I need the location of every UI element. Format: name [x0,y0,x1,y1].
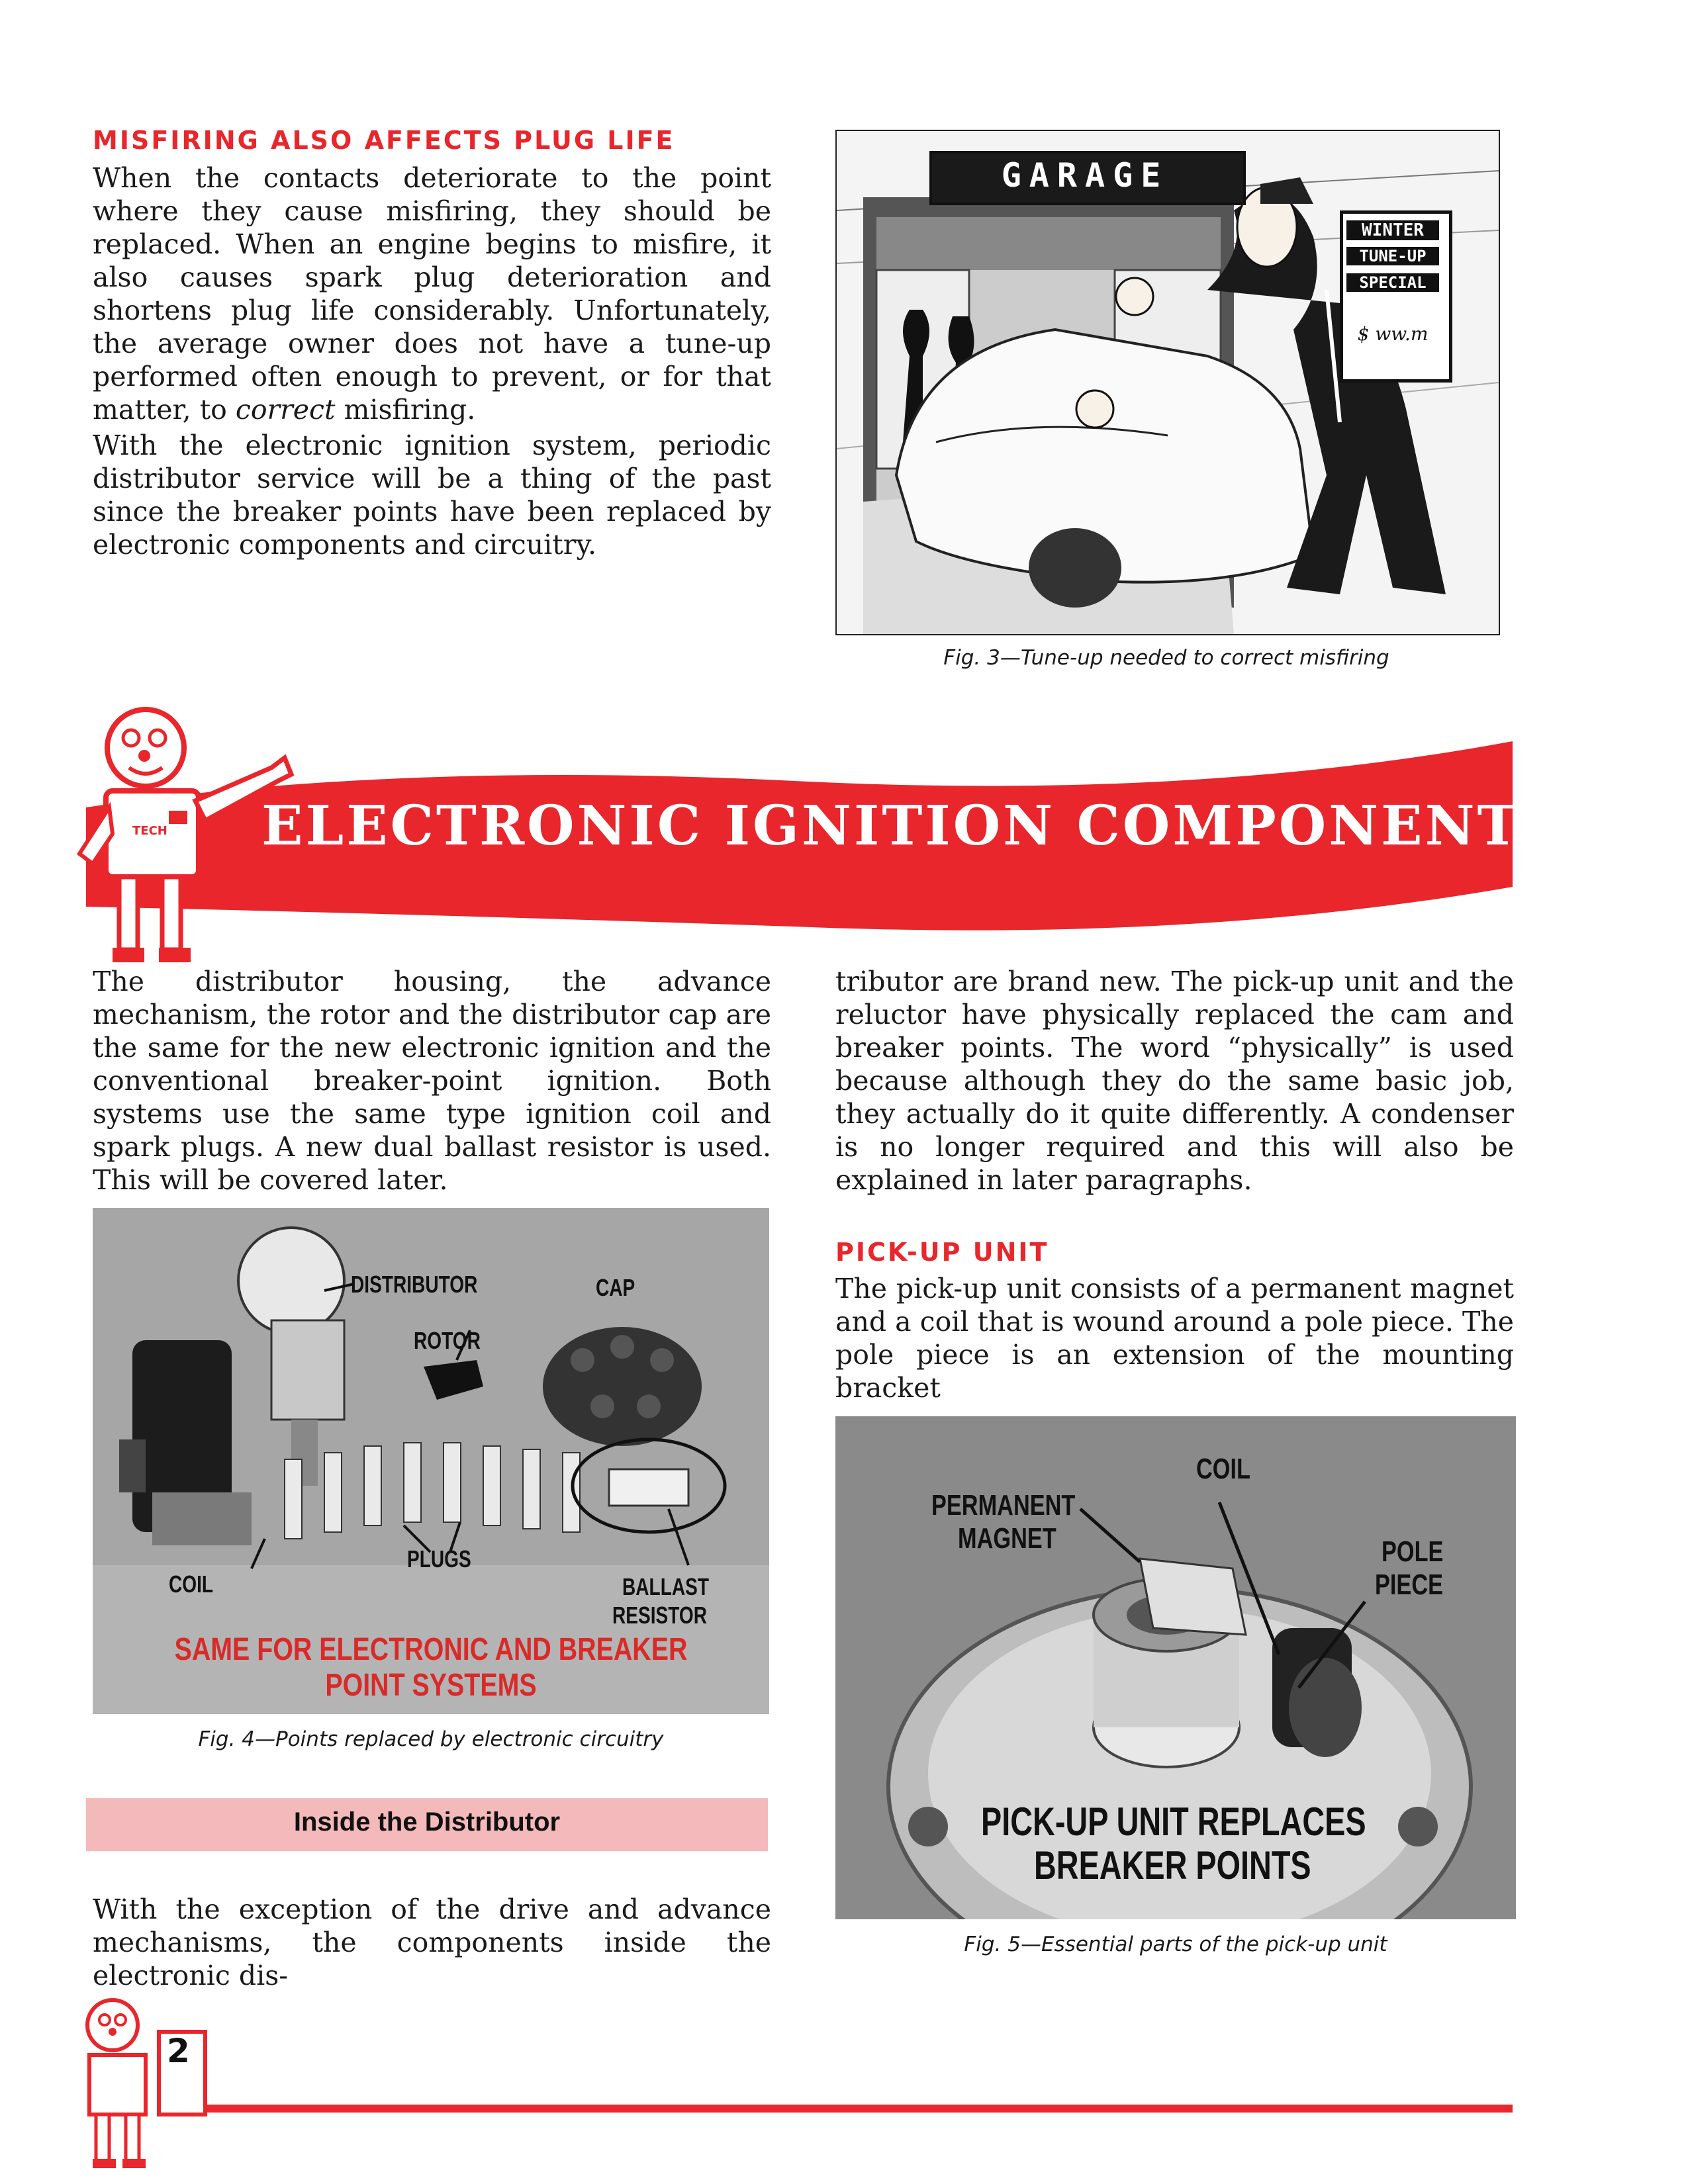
misfiring-text-a: When the contacts deteriorate to the point where they cause misfiring, they should be replaced. When an engine begins to misfire, it also causes spark plug deterioration and shortens plug life considerably. Unfortunately, the average owner does not have a tune-up performed often enough to prevent, or for that matter, to [93,162,771,426]
mascot-badge-text: TECH [132,824,167,838]
fig5-label-pole: POLE [1382,1535,1444,1568]
fig5-overlay-line-2: BREAKER POINTS [1034,1843,1311,1888]
fig4-label-plugs: PLUGS [407,1545,471,1572]
fig5-photo [835,1416,1516,1919]
page-number: 2 [167,2032,190,2070]
misfiring-paragraph-2: With the electronic ignition system, periodic distributor service will be a thing of the past since the breaker points have been replaced by electronic components and circuitry. [93,430,771,561]
fig4-label-coil: COIL [169,1570,214,1598]
fig4-label-rotor: ROTOR [414,1327,481,1354]
winter-sign-line-1: WINTER [1346,220,1439,240]
misfiring-text-italic: correct [235,394,336,426]
fig4-label-cap: CAP [596,1274,635,1301]
fig4-overlay-line-1: SAME FOR ELECTRONIC AND BREAKER [174,1632,688,1667]
winter-sign-line-2: TUNE-UP [1346,247,1439,265]
fig4-label-distributor: DISTRIBUTOR [351,1271,478,1298]
banner-title: ELECTRONIC IGNITION COMPONENTS [261,794,1562,858]
fig5-label-magnet: MAGNET [958,1522,1056,1555]
misfiring-paragraph-1 [93,161,771,426]
footer-rule [205,2105,1513,2113]
fig4-label-ballast: BALLAST [622,1573,710,1600]
winter-sign-line-3: SPECIAL [1346,273,1439,292]
section-heading-misfiring: MISFIRING ALSO AFFECTS PLUG LIFE [93,126,675,155]
intro-left-paragraph: The distributor housing, the advance mechanism, the rotor and the distributor cap are the same for the new electronic ignition and the conventional breaker-point ignition. Both systems use the same type ignition coil and spark plugs. A new dual ballast resistor is used. This will be covered later. [93,966,771,1196]
subheading-inside-distributor: Inside the Distributor [293,1807,561,1837]
pickup-paragraph: The pick-up unit consists of a permanent magnet and a coil that is wound around a pole piece. The pole piece is an extension of the mounting bracket [835,1273,1514,1404]
intro-right-paragraph: tributor are brand new. The pick-up unit and the reluctor have physically replaced the cam and breaker points. The word “physically” is used because although they do the same basic job, they actually do it quite differently. A condenser is no longer required and this will also be explained in later paragraphs. [835,966,1514,1196]
footer-mascot-icon [66,1992,212,2171]
fig5-caption: Fig. 5—Essential parts of the pick-up unit [964,1933,1387,1956]
misfiring-text-b: misfiring. [335,394,476,426]
fig5-label-piece: PIECE [1375,1569,1443,1601]
bottom-left-paragraph: With the exception of the drive and advance mechanisms, the components inside the electronic dis- [93,1893,771,1991]
winter-sign-price: $ ww.m [1357,323,1429,345]
section-banner [0,688,1688,966]
section-heading-pickup: PICK-UP UNIT [835,1238,1049,1267]
fig4-overlay-line-2: POINT SYSTEMS [325,1668,537,1703]
fig5-overlay-line-1: PICK-UP UNIT REPLACES [981,1799,1366,1844]
garage-sign-text: GARAGE [1001,156,1169,195]
fig5-label-coil: COIL [1196,1453,1250,1485]
fig3-caption: Fig. 3—Tune-up needed to correct misfiring [943,646,1389,670]
fig3-cartoon-illustration [835,130,1500,635]
fig4-photo [93,1208,769,1714]
fig5-label-permanent: PERMANENT [931,1489,1076,1522]
garage-cartoon-svg [837,131,1499,634]
fig4-label-resistor: RESISTOR [612,1602,708,1629]
fig4-caption: Fig. 4—Points replaced by electronic circuitry [198,1727,664,1751]
